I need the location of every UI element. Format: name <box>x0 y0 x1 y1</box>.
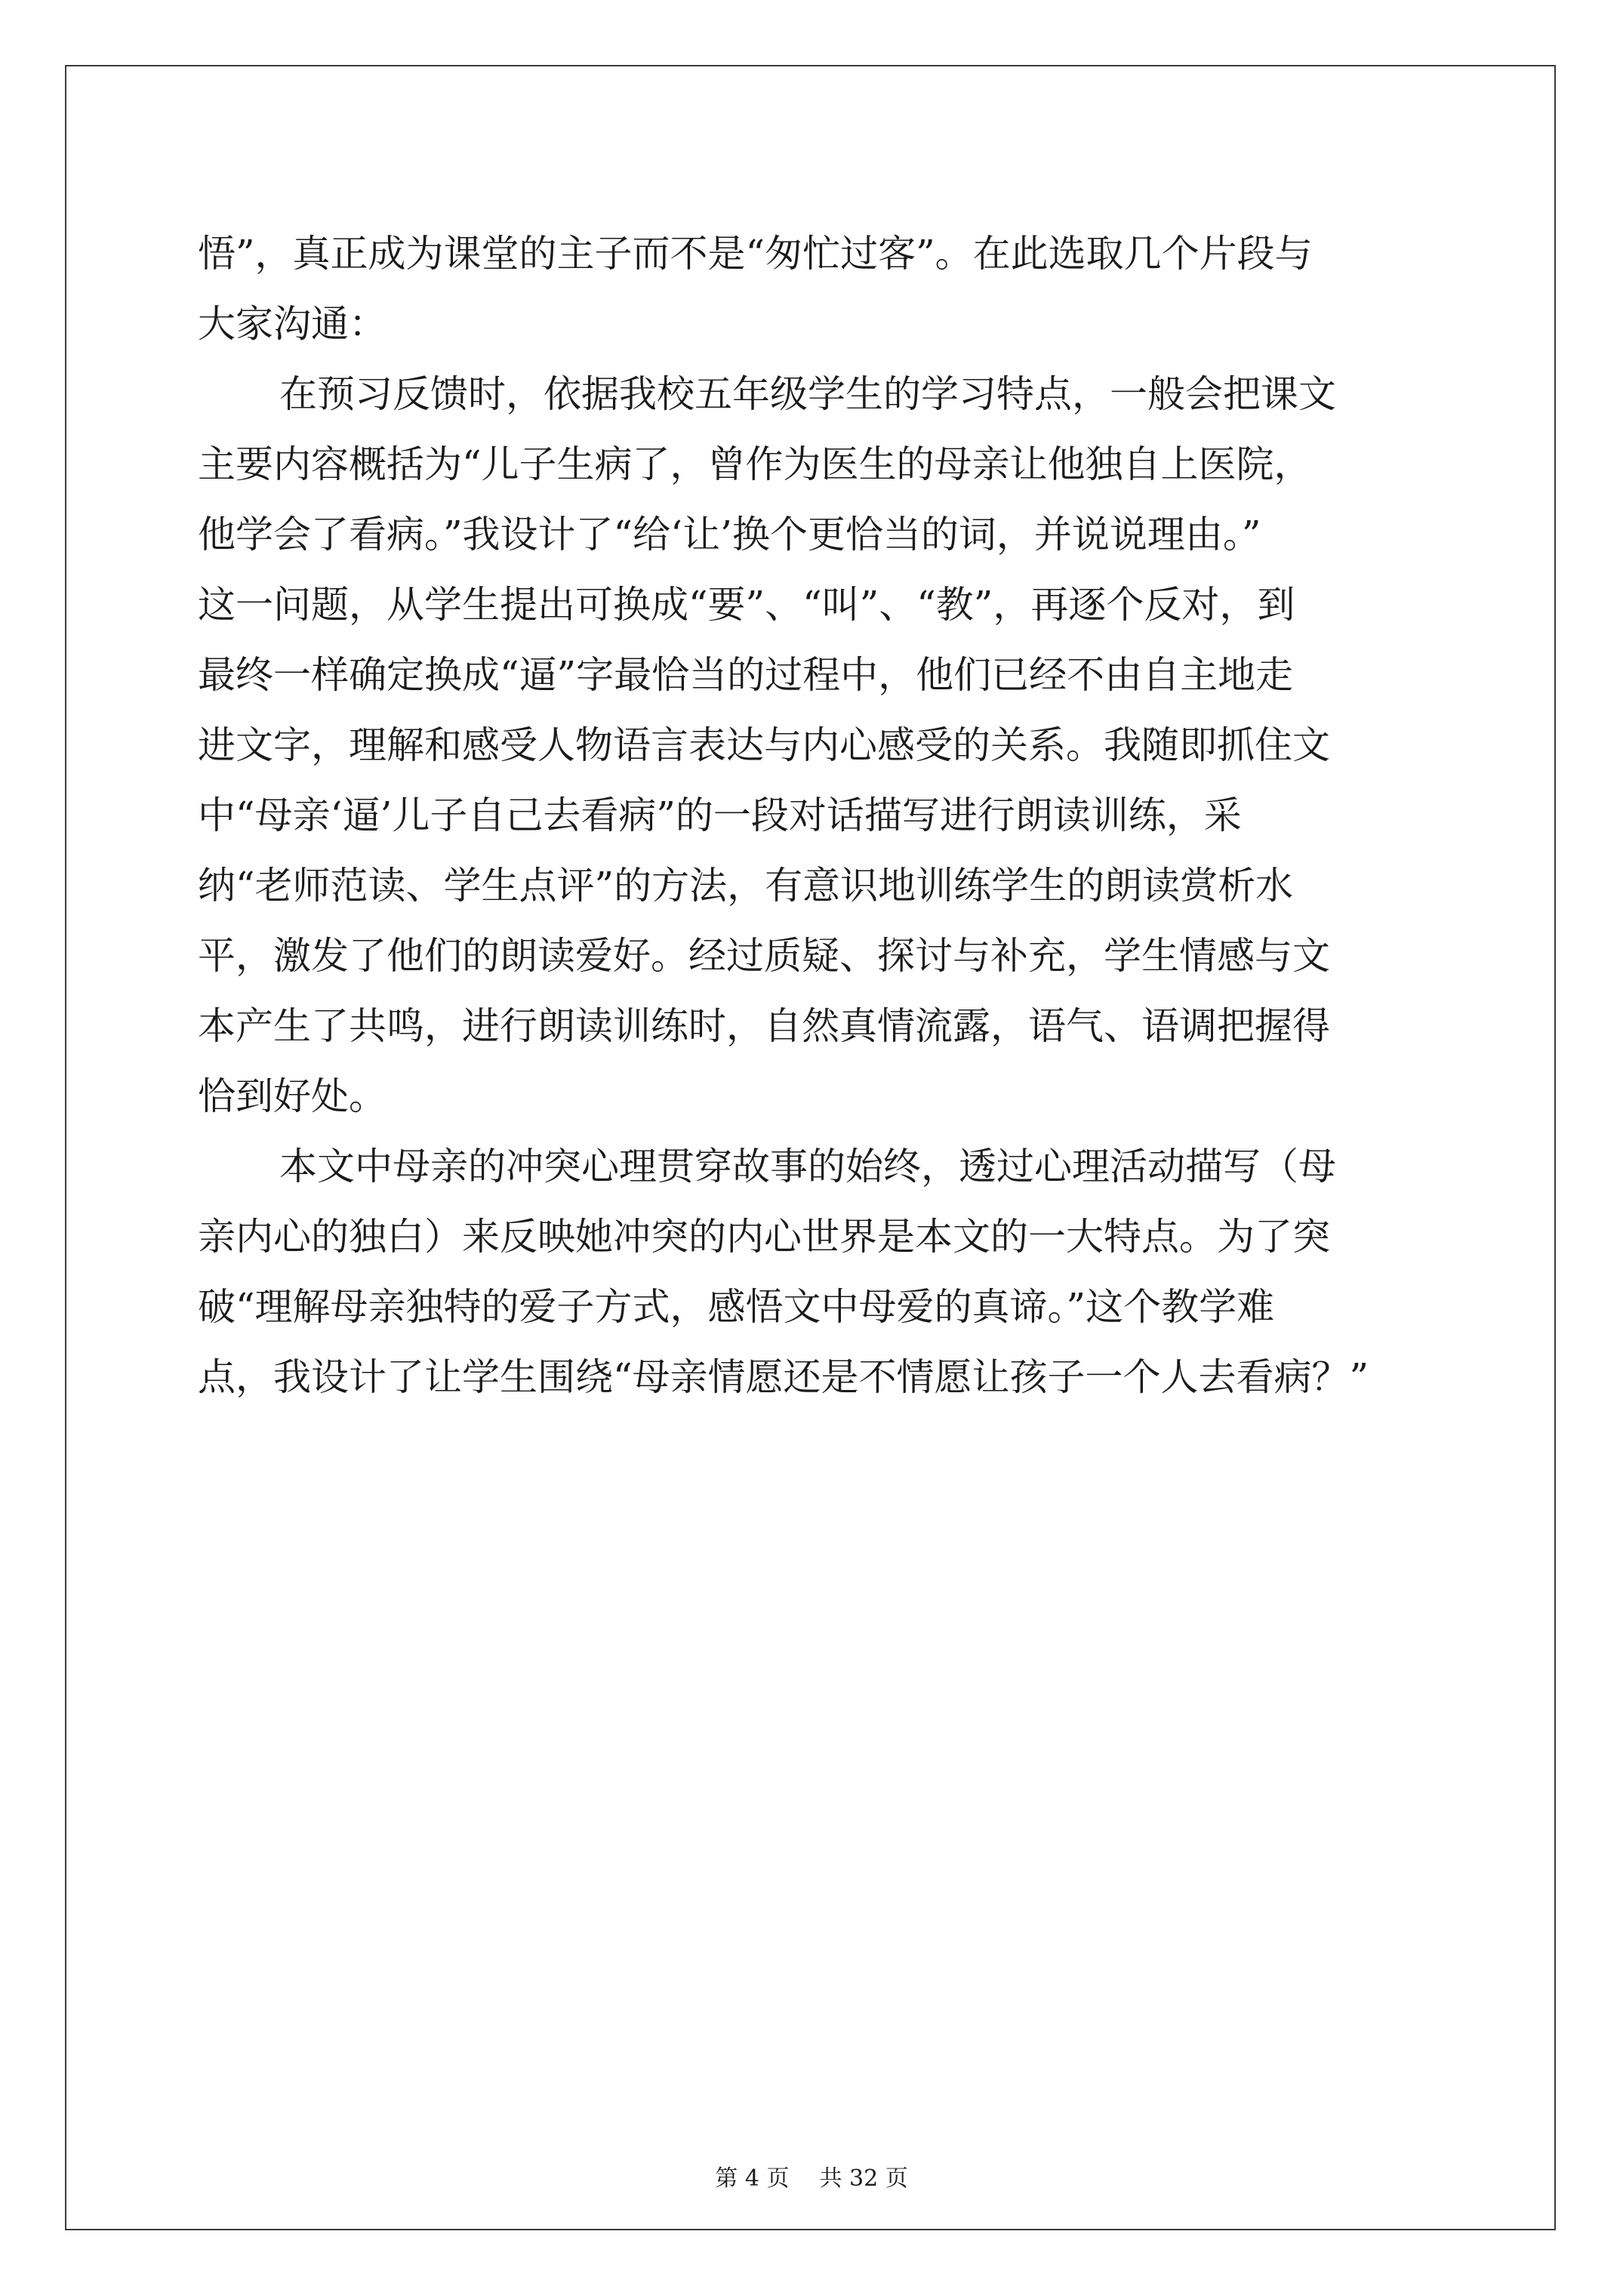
text-line: 最终一样确定换成“逼”字最恰当的过程中，他们已经不由自主地走 <box>198 653 1294 697</box>
document-body <box>198 219 1474 1413</box>
text-line: 纳“老师范读、学生点评”的方法，有意识地训练学生的朗读赏析水 <box>198 864 1294 908</box>
text-line: 恰到好处。 <box>198 1074 387 1118</box>
text-line: 他学会了看病。”我设计了“给‘让’换个更恰当的词，并说说理由。” <box>198 513 1261 556</box>
text-line: 主要内容概括为“儿子生病了，曾作为医生的母亲让他独自上医院， <box>198 442 1312 486</box>
text-line: 破“理解母亲独特的爱子方式，感悟文中母爱的真谛。”这个教学难 <box>198 1285 1275 1329</box>
page-number: 第 4 页 <box>715 2165 790 2192</box>
text-line: 点，我设计了让学生围绕“母亲情愿还是不情愿让孩子一个人去看病？” <box>198 1355 1369 1399</box>
paragraph <box>198 1132 1474 1413</box>
text-line: 这一问题，从学生提出可换成“要”、“叫”、“教”，再逐个反对，到 <box>198 583 1295 627</box>
page-total: 共 32 页 <box>819 2165 908 2192</box>
text-line: 本文中母亲的冲突心理贯穿故事的始终，透过心理活动描写（母 <box>279 1145 1336 1188</box>
paragraph <box>198 359 1474 1132</box>
paragraph <box>198 219 1474 359</box>
text-line: 本产生了共鸣，进行朗读训练时，自然真情流露，语气、语调把握得 <box>198 1004 1330 1048</box>
text-line: 进文字，理解和感受人物语言表达与内心感受的关系。我随即抓住文 <box>198 723 1330 767</box>
text-line: 悟”，真正成为课堂的主子而不是“匆忙过客”。在此选取几个片段与 <box>198 232 1313 276</box>
text-line: 大家沟通： <box>198 302 387 346</box>
page-footer <box>0 2159 1623 2193</box>
text-line: 中“母亲‘逼’儿子自己去看病”的一段对话描写进行朗读训练，采 <box>198 794 1242 837</box>
text-line: 在预习反馈时，依据我校五年级学生的学习特点，一般会把课文 <box>279 372 1336 416</box>
text-line: 平，激发了他们的朗读爱好。经过质疑、探讨与补充，学生情感与文 <box>198 934 1330 978</box>
text-line: 亲内心的独白）来反映她冲突的内心世界是本文的一大特点。为了突 <box>198 1215 1330 1259</box>
